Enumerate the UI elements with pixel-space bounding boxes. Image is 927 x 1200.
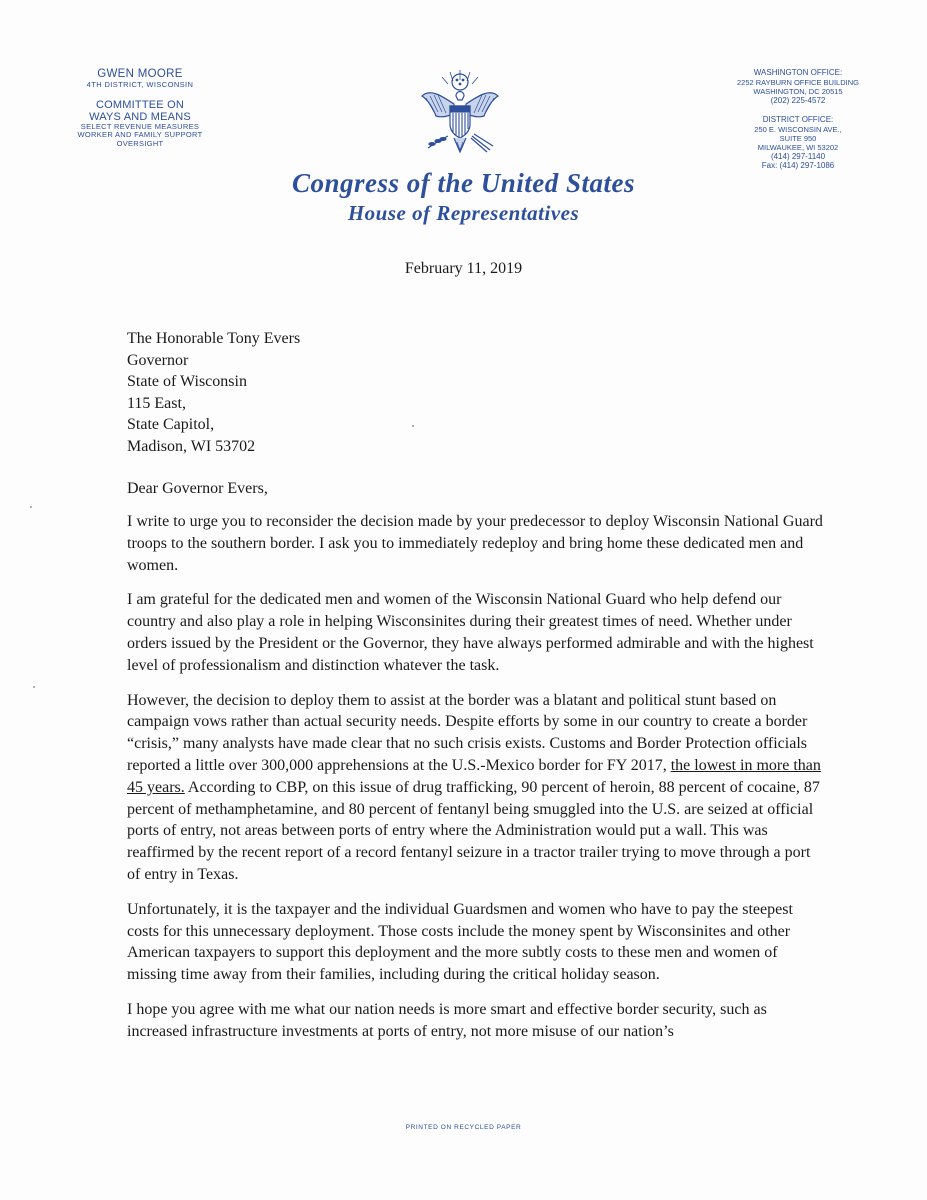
member-district: 4TH DISTRICT, WISCONSIN [86,79,194,89]
dc-office-line1: 2252 RAYBURN OFFICE BUILDING [737,77,859,87]
subcommittee-3: OVERSIGHT [116,138,164,148]
dc-office-phone: (202) 225-4572 [770,95,826,105]
address-line: State of Wisconsin [127,373,247,391]
body-paragraph-3 [127,690,827,886]
body-paragraph-2: I am grateful for the dedicated men and women of the Wisconsin National Guard who help defend our country and also play a role in helping Wisconsinites during their greatest times of need. Whether under orders issued by the President or the Governor, they have always performed admirable and with the highest level of professionalism and distinction whatever the task. [127,591,814,674]
great-seal-eagle-icon [414,66,506,160]
address-line: 115 East, [127,394,186,412]
address-line: The Honorable Tony Evers [127,330,301,347]
body-paragraph-4: Unfortunately, it is the taxpayer and the individual Guardsmen and women who have to pay the steepest costs for this unnecessary deployment. Those costs include the money spent by Wisconsinites and other American taxpayers to support this deployment and the more subtly costs to these men and women of missing time away from their families, including during the critical holiday season. [127,900,793,984]
address-line: Madison, WI 53702 [127,437,256,455]
salutation: Dear Governor Evers, [127,480,268,497]
office-info-block [718,68,878,171]
district-office-phone: (414) 297-1140 [770,151,826,161]
paragraph-3-text-a: However, the decision to deploy them to assist at the border was a blatant and political stunt based on campaign vows rather than actual security needs. Despite efforts by some in our country to create a border “crisis,” many analysts have made clear that no such crisis exists. Customs and Border Protection officials reported a little over 300,000 apprehensions at the U.S.-Mexico border for FY 2017, [127,691,808,774]
member-info-block [45,68,235,148]
address-line: State Capitol, [127,416,215,434]
address-line: Governor [127,351,189,369]
subcommittee-1: SELECT REVENUE MEASURES [80,122,200,132]
underlined-reference-link[interactable]: the lowest in more than 45 years. [127,756,821,796]
body-paragraph-5: I hope you agree with me what our nation needs is more smart and effective border security, such as increased infrastructure investments at ports of entry, not more misuse of our nation’s [127,1000,767,1040]
house-title: House of Representatives [347,201,580,225]
body-paragraph-1: I write to urge you to reconsider the decision made by your predecessor to deploy Wisconsin National Guard troops to the southern border. I ask you to immediately redeploy and bring home these dedicated men and women. [127,513,823,574]
district-office-label: DISTRICT OFFICE: [762,115,834,125]
congress-title: Congress of the United States [291,168,636,198]
dc-office-line2: WASHINGTON, DC 20515 [753,86,843,96]
paragraph-3-text-b: According to CBP, on this issue of drug trafficking, 90 percent of heroin, 88 percent of cocaine, 87 percent of methamphetamine, and 80 percent of fentanyl being smuggled into the U.S. are seized at official ports of entry, not areas between ports of entry where the Administration would put a wall. This was reaffirmed by the recent report of a record fentanyl seizure in a tractor trailer trying to move through a port of entry in Texas. [127,778,820,883]
district-office-line3: MILWAUKEE, WI 53202 [757,142,839,152]
district-office-line1: 250 E. WISCONSIN AVE., [754,124,842,134]
scan-speck [33,686,35,688]
letter-date: February 11, 2019 [404,260,523,277]
district-office-fax: Fax: (414) 297-1086 [761,161,835,171]
dc-office-label: WASHINGTON OFFICE: [753,68,843,77]
scan-speck [30,506,32,508]
scan-speck [412,425,414,427]
recipient-address [127,328,300,458]
recycled-paper-footer: PRINTED ON RECYCLED PAPER [405,1124,522,1131]
letter-body [127,511,827,1056]
committee-line-1: COMMITTEE ON [96,98,184,111]
district-office-line2: SUITE 950 [779,133,817,143]
subcommittee-2: WORKER AND FAMILY SUPPORT [77,130,203,140]
committee-line-2: WAYS AND MEANS [89,110,191,123]
member-name: GWEN MOORE [97,68,183,80]
